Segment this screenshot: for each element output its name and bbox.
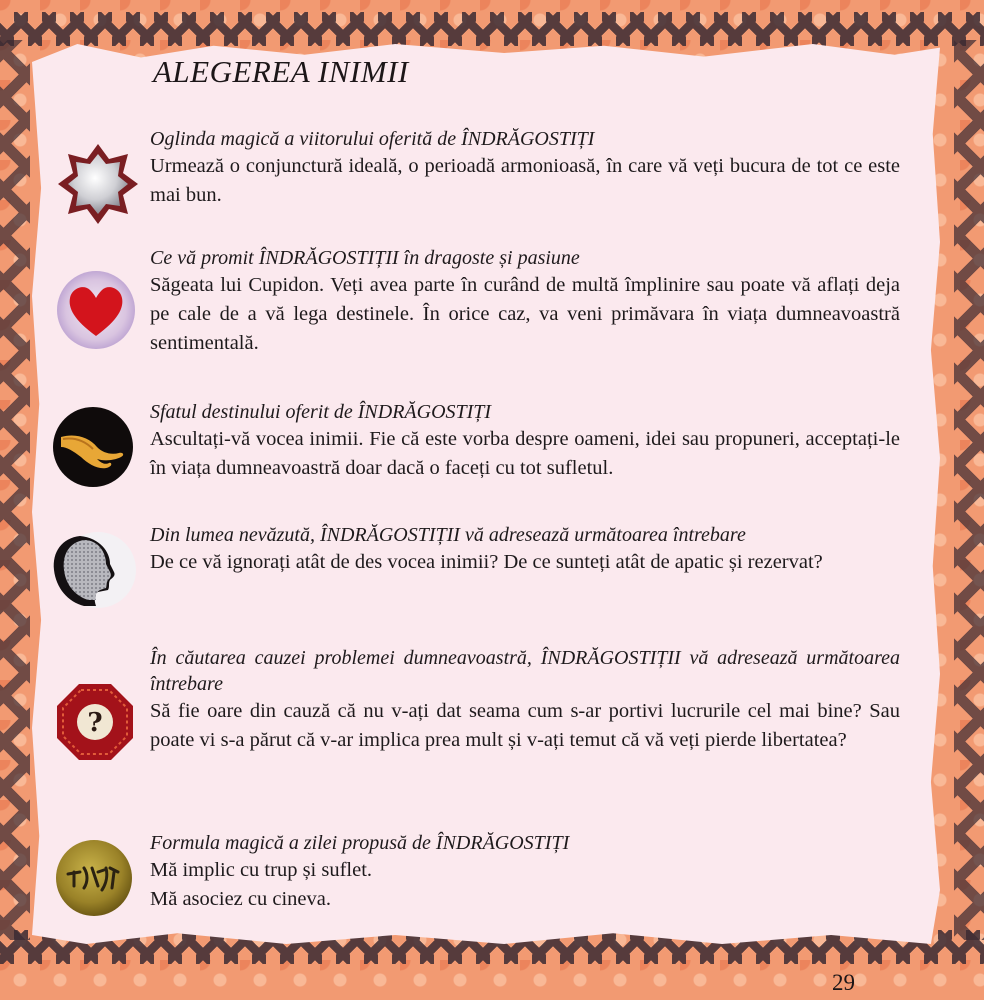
question-octagon-icon [55, 682, 135, 762]
heart-icon [56, 270, 136, 350]
svg-text:?: ? [87, 708, 103, 738]
section-body-line: Mă asociez cu cineva. [150, 888, 331, 910]
section-body: Ascultați-vă vocea inimii. Fie că este vorba despre oameni, idei sau propuneri, acceptați-le în viața dumneavoastră doar dacă o faceți cu tot sufletul. [150, 428, 900, 479]
section-heading: Din lumea nevăzută, ÎNDRĂGOSTIȚII vă adresează următoarea întrebare [150, 524, 746, 546]
star-mirror-icon [56, 142, 140, 226]
border-band-left [0, 40, 30, 940]
page-number: 29 [832, 970, 855, 995]
section-heading: În căutarea cauzei problemei dumneavoastră, ÎNDRĂGOSTIȚII vă adresează următoarea întrebare [150, 647, 900, 695]
section-heading: Formula magică a zilei propusă de ÎNDRĂGOSTIȚI [150, 832, 570, 854]
section-body-line: Mă implic cu trup și suflet. [150, 859, 373, 881]
border-band-right [954, 40, 984, 940]
section-body: Săgeata lui Cupidon. Veți avea parte în curând de multă împlinire sau poate vă aflați deja pe cale de a vă lega destinele. În orice caz, va veni primăvara în viața dumneavoastră sentimentală. [150, 274, 900, 354]
section-heading: Oglinda magică a viitorului oferită de ÎNDRĂGOSTIȚI [150, 128, 595, 150]
hebrew-coin-icon [54, 838, 134, 918]
profile-silhouette-icon [50, 530, 138, 610]
section-question [150, 645, 900, 755]
page-title: ALEGEREA INIMII [153, 54, 409, 89]
section-heading: Ce vă promit ÎNDRĂGOSTIȚII în dragoste și pasiune [150, 247, 580, 269]
section-heart [150, 245, 900, 358]
section-body: De ce vă ignorați atât de des vocea inimii? De ce sunteți atât de apatic și rezervat? [150, 551, 823, 573]
section-body: Urmează o conjunctură ideală, o perioadă armonioasă, în care vă veți bucura de tot ce este mai bun. [150, 155, 900, 206]
section-body: Să fie oare din cauză că nu v-ați dat seama cum s-ar portivi lucrurile cel mai bine? Sau poate vi s-a părut că v-ar implica prea mult și v-ați temut că vă veți pierde libertatea? [150, 700, 900, 751]
section-formula [150, 830, 900, 914]
section-mirror [150, 126, 900, 210]
section-heading: Sfatul destinului oferit de ÎNDRĂGOSTIȚI [150, 401, 492, 423]
border-band-top [0, 12, 984, 46]
section-silhouette [150, 522, 900, 577]
hand-icon [53, 407, 133, 487]
section-hand [150, 399, 900, 483]
